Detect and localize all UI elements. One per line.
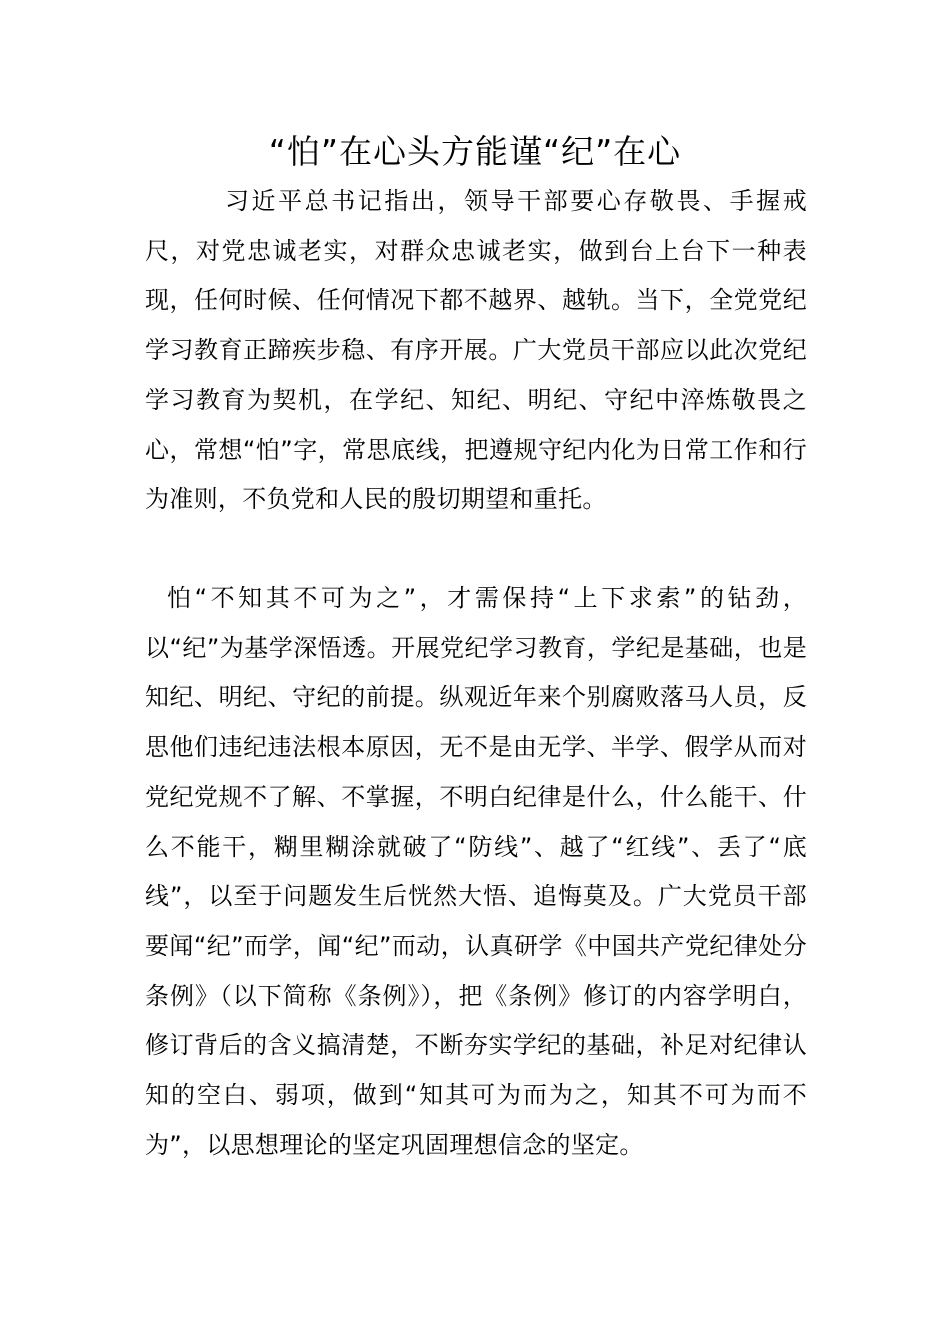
paragraph-1: 习近平总书记指出，领导干部要心存敬畏、手握戒尺，对党忠诚老实，对群众忠诚老实，做到台上台下一种表现，任何时候、任何情况下都不越界、越轨。当下，全党党纪学习教育正蹄疾步稳、有序开展。广大党员干部应以此次党纪学习教育为契机，在学纪、知纪、明纪、守纪中淬炼敬畏之心，常想“怕”字，常思底线，把遵规守纪内化为日常工作和行为准则，不负党和人民的殷切期望和重托。 [145,187,807,514]
document-title: “怕”在心头方能谨“纪”在心 [268,132,682,171]
paragraph-2: 怕“不知其不可为之”，才需保持“上下求索”的钻劲，以“纪”为基学深悟透。开展党纪学习教育，学纪是基础，也是知纪、明纪、守纪的前提。纵观近年来个别腐败落马人员，反思他们违纪违法根本原因，无不是由无学、半学、假学从而对党纪党规不了解、不掌握，不明白纪律是什么，什么能干、什么不能干，糊里糊涂就破了“防线”、越了“红线”、丢了“底线”，以至于问题发生后恍然大悟、追悔莫及。广大党员干部要闻“纪”而学，闻“纪”而动，认真研学《中国共产党纪律处分条例》（以下简称《条例》），把《条例》修订的内容学明白，修订背后的含义搞清楚，不断夯实学纪的基础，补足对纪律认知的空白、弱项，做到“知其可为而为之，知其不可为而不为”，以思想理论的坚定巩固理想信念的坚定。 [145,584,807,1159]
